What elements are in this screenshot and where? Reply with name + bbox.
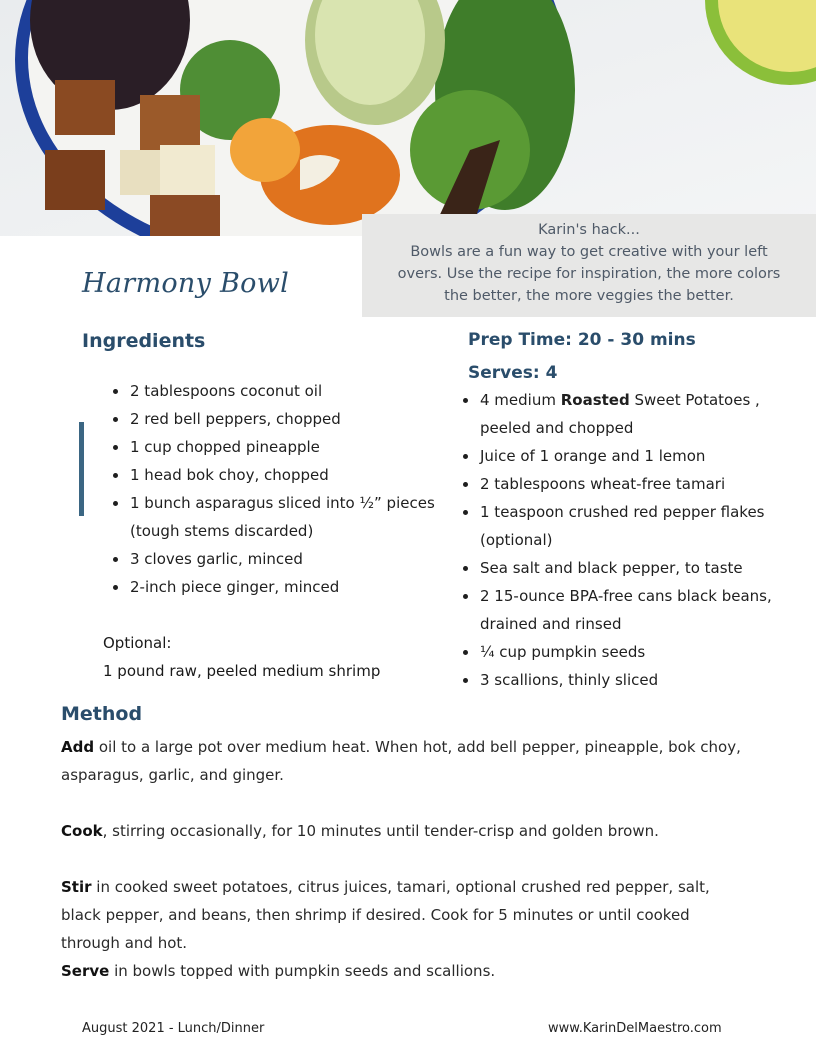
accent-bar (79, 422, 84, 516)
step-text: oil to a large pot over medium heat. When hot, add bell pepper, pineapple, bok choy, (94, 738, 741, 756)
ingredient-item: 1 head bok choy, chopped (108, 461, 458, 489)
recipe-title: Harmony Bowl (82, 268, 290, 299)
ingredient-item: 2-inch piece ginger, minced (108, 573, 458, 601)
ingredient-item: Sea salt and black pepper, to taste (458, 554, 808, 582)
optional-block (103, 629, 380, 685)
ingredients-heading: Ingredients (82, 330, 206, 352)
ingredient-item: Juice of 1 orange and 1 lemon (458, 442, 808, 470)
ingredient-item: 1 cup chopped pineapple (108, 433, 458, 461)
step-text: black pepper, and beans, then shrimp if desired. Cook for 5 minutes or until cooked (61, 906, 690, 924)
hack-note-line: Bowls are a fun way to get creative with your left (410, 244, 768, 260)
ingredient-text: Sweet Potatoes , (629, 391, 760, 409)
method-step (61, 957, 791, 985)
prep-time: Prep Time: 20 - 30 mins (468, 330, 696, 350)
footer-date: August 2021 - Lunch/Dinner (82, 1021, 265, 1036)
method-step (61, 733, 791, 789)
ingredient-item-continuation: (optional) (480, 531, 553, 549)
step-text: , stirring occasionally, for 10 minutes until tender-crisp and golden brown. (102, 822, 659, 840)
ingredient-item: ¼ cup pumpkin seeds (458, 638, 808, 666)
ingredient-text: 4 medium (480, 391, 561, 409)
method-step (61, 817, 791, 845)
hero-image (0, 0, 816, 236)
serves: Serves: 4 (468, 363, 558, 383)
hack-note-box (362, 214, 816, 317)
step-verb: Add (61, 738, 95, 756)
ingredient-item (458, 386, 808, 414)
step-text: in cooked sweet potatoes, citrus juices, tamari, optional crushed red pepper, salt, (91, 878, 710, 896)
optional-item: 1 pound raw, peeled medium shrimp (103, 662, 381, 680)
ingredient-item: 2 red bell peppers, chopped (108, 405, 458, 433)
step-text: asparagus, garlic, and ginger. (61, 766, 284, 784)
ingredient-item: 3 scallions, thinly sliced (458, 666, 808, 694)
hack-note-line: Karin's hack... (538, 222, 640, 238)
ingredient-item: 1 teaspoon crushed red pepper flakes (458, 498, 808, 526)
ingredient-bold: Roasted (560, 391, 630, 409)
optional-label: Optional: (103, 634, 172, 652)
ingredient-item: 3 cloves garlic, minced (108, 545, 458, 573)
method-step (61, 873, 791, 957)
step-verb: Cook (61, 822, 103, 840)
food-bowl-photo (0, 0, 816, 236)
footer-website: www.KarinDelMaestro.com (548, 1021, 722, 1036)
step-text: through and hot. (61, 934, 188, 952)
method-steps (61, 733, 791, 985)
ingredient-item-continuation: (tough stems discarded) (130, 522, 314, 540)
hack-note-line: overs. Use the recipe for inspiration, the more colors (397, 266, 781, 282)
step-verb: Stir (61, 878, 92, 896)
ingredient-item: 2 15-ounce BPA-free cans black beans, (458, 582, 808, 610)
ingredient-item-continuation: drained and rinsed (480, 615, 622, 633)
hack-note-line: the better, the more veggies the better. (444, 288, 734, 304)
step-verb: Serve (61, 962, 110, 980)
method-heading: Method (61, 703, 143, 725)
ingredients-list (108, 377, 458, 601)
ingredient-item-continuation: peeled and chopped (480, 419, 634, 437)
step-text: in bowls topped with pumpkin seeds and scallions. (109, 962, 496, 980)
ingredient-item: 2 tablespoons coconut oil (108, 377, 458, 405)
ingredient-item: 1 bunch asparagus sliced into ½” pieces (108, 489, 458, 517)
ingredients-list-2 (458, 386, 808, 694)
ingredient-item: 2 tablespoons wheat-free tamari (458, 470, 808, 498)
